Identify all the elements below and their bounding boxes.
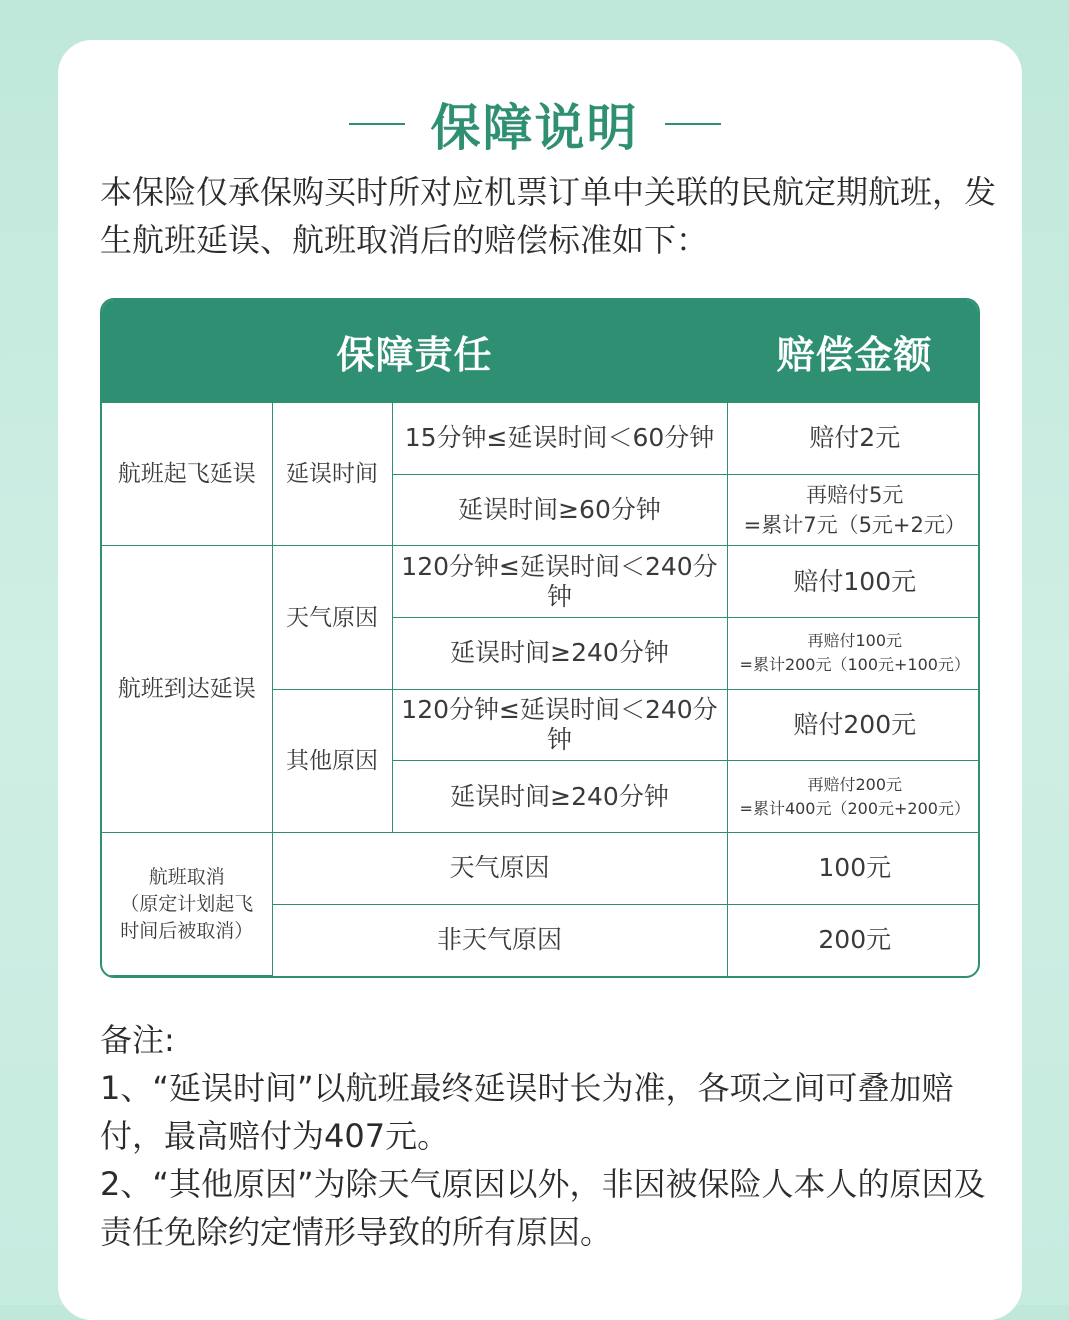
condition-cell: 120分钟≤延误时间＜240分钟 xyxy=(392,689,727,761)
header-coverage: 保障责任 xyxy=(102,300,727,403)
amount-line: =累计7元（5元+2元） xyxy=(743,513,966,538)
amount-line: 再赔付5元 xyxy=(806,483,904,508)
category-arrival-delay: 航班到达延误 xyxy=(102,546,272,833)
category-departure-delay: 航班起飞延误 xyxy=(102,403,272,546)
table-header-row xyxy=(102,300,980,403)
title-right-line xyxy=(665,123,721,125)
note-item: 1、“延误时间”以航班最终延误时长为准，各项之间可叠加赔付，最高赔付为407元。 xyxy=(100,1069,954,1155)
amount-cell: 赔付200元 xyxy=(727,689,980,761)
category-line: 航班取消 xyxy=(148,865,225,888)
amount-line: 再赔付200元 xyxy=(807,774,903,794)
amount-cell: 赔付100元 xyxy=(727,546,980,618)
category-cancellation xyxy=(102,833,272,976)
sub-delay-time: 延误时间 xyxy=(272,403,392,546)
title-row xyxy=(0,84,1069,164)
table-row xyxy=(102,403,980,475)
notes-heading: 备注: xyxy=(100,1021,175,1059)
note-item: 2、“其他原因”为除天气原因以外，非因被保险人本人的原因及责任免除约定情形导致的所有原因。 xyxy=(100,1165,986,1251)
header-amount: 赔偿金额 xyxy=(727,300,980,403)
sub-other: 其他原因 xyxy=(272,689,392,832)
table-row xyxy=(102,833,980,905)
amount-line: =累计400元（200元+200元） xyxy=(739,798,970,818)
amount-cell: 100元 xyxy=(727,833,980,905)
sub-weather: 天气原因 xyxy=(272,546,392,689)
notes-section xyxy=(100,1016,1000,1256)
amount-cell xyxy=(727,618,980,690)
amount-cell: 200元 xyxy=(727,904,980,975)
amount-cell: 赔付2元 xyxy=(727,403,980,475)
condition-cell: 延误时间≥60分钟 xyxy=(392,474,727,546)
amount-line: 再赔付100元 xyxy=(807,631,903,651)
category-line: （原定计划起飞 xyxy=(120,892,254,915)
condition-cell: 120分钟≤延误时间＜240分钟 xyxy=(392,546,727,618)
intro-text: 本保险仅承保购买时所对应机票订单中关联的民航定期航班，发生航班延误、航班取消后的赔偿标准如下： xyxy=(100,173,997,259)
condition-cell: 延误时间≥240分钟 xyxy=(392,761,727,833)
amount-cell xyxy=(727,474,980,546)
amount-cell xyxy=(727,761,980,833)
condition-cell: 天气原因 xyxy=(272,833,727,905)
amount-line: =累计200元（100元+100元） xyxy=(739,655,970,675)
title-left-line xyxy=(349,123,405,125)
condition-cell: 延误时间≥240分钟 xyxy=(392,618,727,690)
compensation-table xyxy=(100,298,980,978)
condition-cell: 非天气原因 xyxy=(272,904,727,975)
page-title: 保障说明 xyxy=(430,99,639,157)
condition-cell: 15分钟≤延误时间＜60分钟 xyxy=(392,403,727,475)
table-row xyxy=(102,546,980,618)
category-line: 时间后被取消） xyxy=(120,919,254,942)
